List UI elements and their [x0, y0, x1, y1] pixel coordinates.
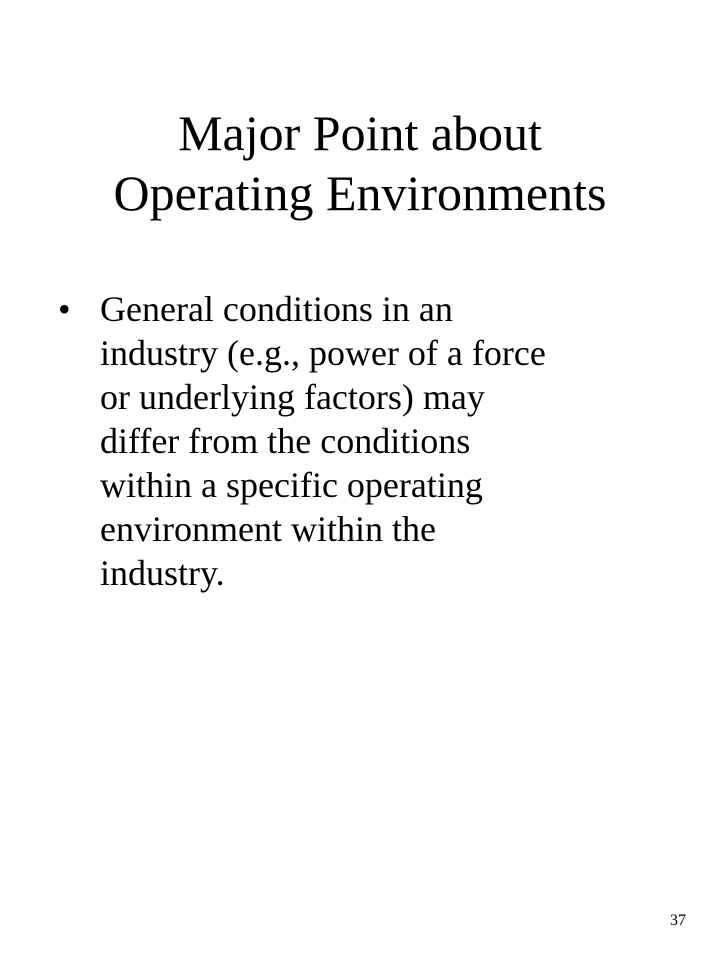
title-line-2: Operating Environments: [113, 165, 607, 221]
title-line-1: Major Point about: [178, 105, 542, 161]
bullet-line-5: within a specific operating: [100, 465, 483, 505]
page-number: 37: [670, 912, 686, 929]
bullet-line-2: industry (e.g., power of a force: [100, 333, 546, 373]
bullet-line-1: General conditions in an: [100, 289, 453, 329]
bullet-item: [58, 287, 698, 595]
bullet-marker: •: [58, 289, 71, 329]
bullet-line-6: environment within the: [100, 509, 436, 549]
slide-title: [0, 103, 720, 223]
bullet-list: [58, 287, 698, 595]
bullet-line-3: or underlying factors) may: [100, 377, 485, 417]
bullet-line-4: differ from the conditions: [100, 421, 471, 461]
bullet-line-7: industry.: [100, 553, 225, 593]
